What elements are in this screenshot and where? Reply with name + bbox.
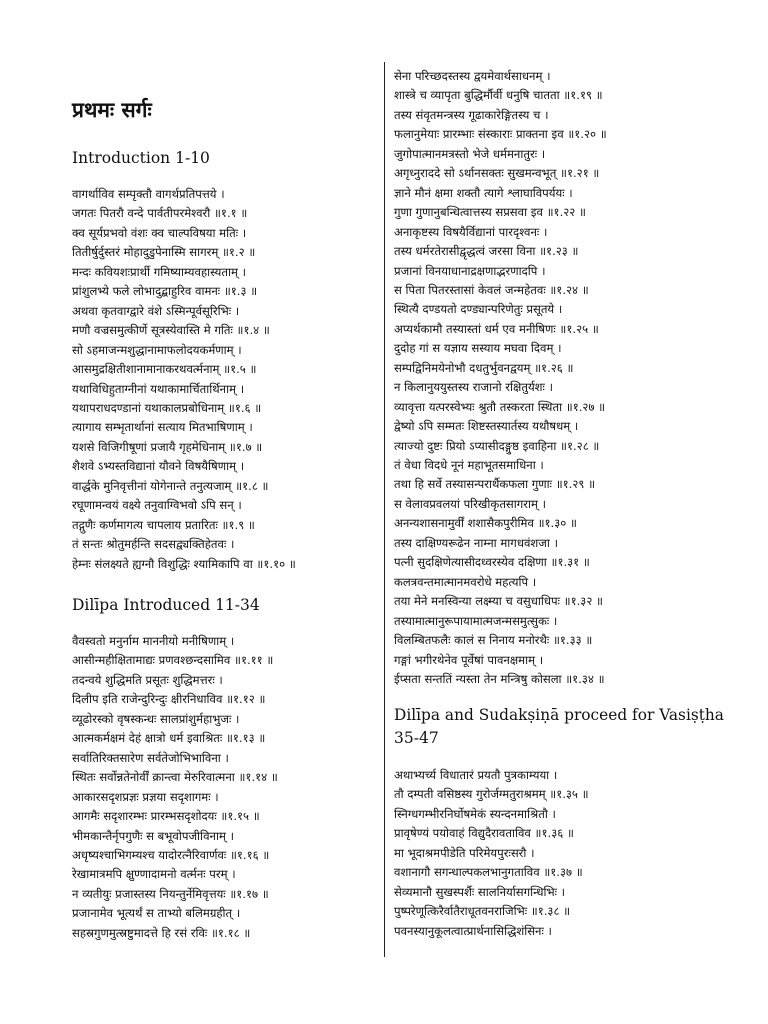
verse-line: तस्यामात्मानुरूपायामात्मजन्मसमुत्सुकः । [394,613,558,628]
verse-line: सेना परिच्छदस्तस्य द्वयमेवार्थसाधनम् । [394,69,551,83]
verse-line: पुष्परेणूत्किरैर्वातैराधूतवनराजिभिः ॥१.३८ ॥ [394,904,571,919]
verse-line: तौ दम्पती वसिष्ठस्य गुरोर्जग्मतुराश्रमम् ॥१.३५ ॥ [394,787,589,802]
verse-line: अथाभ्यर्च्य विधातारं प्रयतौ पुत्रकाम्यया । [394,768,558,782]
verse-line: विलम्बितफलैः कालं स निनाय मनोरथैः ॥१.३३ ॥ [394,633,593,648]
verse-line: अगृध्नुराददे सो ऽर्थानसक्तः सुखमन्वभूत् ॥१.२१ ॥ [394,166,600,181]
verse-line: तथा हि सर्वे तस्यासन्परार्थैकफला गुणाः ॥१.२९ ॥ [394,477,596,492]
verse-line: आगमैः सदृशारम्भः प्रारम्भसदृशोदयः ॥१.१५ ॥ [72,809,260,824]
verse-line: वैवस्वतो मनुर्नाम माननीयो मनीषिणाम् । [72,634,235,648]
verse-line: अधृष्यश्चाभिगम्यश्च यादोरत्नैरिवार्णवः ॥१.१६ ॥ [72,847,270,862]
verse-line: तं सन्तः श्रोतुमर्हन्ति सदसद्व्यक्तिहेतवः । [72,537,235,552]
verse-line: शैशवे ऽभ्यस्तविद्यानां यौवने विषयैषिणाम् । [72,459,245,474]
verse-line: गुणा गुणानुबन्धित्वात्तस्य सप्रसवा इव ॥१.२२ ॥ [394,205,586,220]
verse-line: पवनस्यानुकूलत्वात्प्रार्थनासिद्धिशंसिनः । [394,923,552,938]
verse-line: आत्मकर्मक्षमं देहं क्षात्रो धर्म इवाश्रितः ॥१.१३ ॥ [72,731,266,746]
verse-line: फलानुमेयाः प्रारम्भाः संस्काराः प्राक्तना इव ॥१.२० ॥ [394,127,607,142]
verse-line: मणौ वज्रसमुत्कीर्णे सूत्रस्येवास्ति मे गतिः ॥१.४ ॥ [72,323,270,338]
section-heading-proceed-for-vasistha-line2: 35-47 [394,729,439,747]
verse-line: प्रावृषेण्यं पयोवाहं विद्युदैरावताविव ॥१.३६ ॥ [394,826,574,841]
verse-line: ईप्सता सन्ततिं न्यस्ता तेन मन्त्रिषु कोसला ॥१.३४ ॥ [394,671,605,686]
verse-line: व्यूढोरस्को वृषस्कन्धः सालप्रांशुर्महाभुजः । [72,711,240,726]
verse-line: तितीर्षुर्दुस्तरं मोहादुडुपेनास्मि सागरम् ॥१.२ ॥ [72,245,256,260]
verse-line: प्रांशुलभ्ये फले लोभादुद्बाहुरिव वामनः ॥१.३ ॥ [72,284,258,299]
verse-line: दिलीप इति राजेन्दुरिन्दुः क्षीरनिधाविव ॥१.१२ ॥ [72,692,266,707]
verse-line: मा भूदाश्रमपीडेति परिमेयपुरःसरौ । [394,845,535,860]
verse-line: दुदोह गां स यज्ञाय सस्याय मघवा दिवम् । [394,341,562,356]
verse-line: तस्य धर्मरतेरासीद्वृद्धत्वं जरसा विना ॥१.२३ ॥ [394,244,579,259]
verse-line: रघूणामन्वयं वक्ष्ये तनुवाग्विभवो ऽपि सन् । [72,498,242,513]
verse-line: स पिता पितरस्तासां केवलं जन्महेतवः ॥१.२४ ॥ [394,282,589,297]
section-heading-dilipa-introduced: Dilīpa Introduced 11-34 [72,596,260,614]
verse-line: आसीन्महीक्षितामाद्यः प्रणवश्छन्दसामिव ॥१.११ ॥ [72,653,274,668]
verse-line: सर्वातिरिक्तसारेण सर्वतेजोभिभाविना । [72,750,229,765]
verse-line: यशसे विजिगीषूणां प्रजायै गृहमेधिनाम् ॥१.७ ॥ [72,439,263,454]
canto-title: प्रथमः सर्गः [72,97,152,122]
verse-line: यथाविधिहुताग्नीनां यथाकामार्चितार्थिनाम् । [72,381,245,396]
verse-line: स्थितः सर्वोन्नतेनोर्वीं क्रान्त्वा मेरुरिवात्मना ॥१.१४ ॥ [72,770,278,785]
verse-line: त्याज्यो दुष्टः प्रियो ऽप्यासीदङ्गुष्ठ इवाहिना ॥१.२८ ॥ [394,438,600,453]
verse-line: सेव्यमानौ सुखस्पर्शैः सालनिर्यासगन्धिभिः । [394,884,566,899]
column-divider [384,62,385,957]
verse-line: शास्त्रे च व्यापृता बुद्धिर्मौर्वी धनुषि चातता ॥१.१९ ॥ [394,88,603,103]
verse-line: तद्गुणैः कर्णमागत्य चापलाय प्रतारितः ॥१.९ ॥ [72,517,255,532]
verse-line: तं वेधा विदधे नूनं महाभूतसमाधिना । [394,458,544,472]
verse-line: भीमकान्तैर्नृपगुणैः स बभूवोपजीविनाम् । [72,828,234,843]
verse-line: जुगोपात्मानमत्रस्तो भेजे धर्ममनातुरः । [394,146,546,161]
section-heading-proceed-for-vasistha-line1: Dilīpa and Sudakṣiṇā proceed for Vasiṣṭha [394,706,724,724]
verse-line: जगतः पितरौ वन्दे पार्वतीपरमेश्वरौ ॥१.१ ॥ [72,206,248,221]
verse-line: पत्नी सुदक्षिणेत्यासीदध्वरस्येव दक्षिणा ॥१.३१ ॥ [394,555,590,570]
verse-line: प्रजानां विनयाधानाद्रक्षणाद्भरणादपि । [394,263,546,278]
verse-line: ज्ञाने मौनं क्षमा शक्तौ त्यागे श्लाघाविपर्ययः । [394,185,573,200]
verse-line: यथापराधदण्डानां यथाकालप्रबोधिनाम् ॥१.६ ॥ [72,400,262,415]
verse-line: वार्द्धके मुनिवृत्तीनां योगेनान्ते तनुत्यजाम् ॥१.८ ॥ [72,478,269,493]
verse-line: मन्दः कवियशःप्रार्थी गमिष्याम्यवहास्यताम् । [72,264,246,279]
verse-line: द्वेष्यो ऽपि सम्मतः शिष्टस्तस्यार्तस्य यथौषधम् । [394,419,579,434]
verse-line: रेखामात्रमपि क्षुण्णादामनो वर्त्मनः परम् । [72,867,236,882]
verse-line: तया मेने मनस्विन्या लक्ष्म्या च वसुधाधिपः ॥१.३२ ॥ [394,594,603,609]
verse-line: गङ्गां भगीरथेनेव पूर्वेषां पावनक्षमाम् । [394,652,544,667]
verse-line: स्थित्यै दण्डयतो दण्ड्यान्परिणेतुः प्रसूतये । [394,302,563,317]
verse-line: अप्यर्थकामौ तस्यास्तां धर्म एव मनीषिणः ॥१.२५ ॥ [394,321,599,336]
verse-line: व्यावृत्ता यत्परस्वेभ्यः श्रुतौ तस्करता स्थिता ॥१.२७ ॥ [394,399,606,414]
verse-line: आकारसदृशप्रज्ञः प्रज्ञया सदृशागमः । [72,789,219,804]
verse-line: अनन्यशासनामुर्वीं शशासैकपुरीमिव ॥१.३० ॥ [394,516,577,531]
verse-line: न किलानुययुस्तस्य राजानो रक्षितुर्यशः । [394,380,553,395]
verse-line: कलत्रवन्तमात्मानमवरोधे महत्यपि । [394,574,537,589]
verse-line: स्निग्धगम्भीरनिर्घोषमेकं स्यन्दनमाश्रितौ । [394,806,556,821]
verse-line: तदन्वये शुद्धिमति प्रसूतः शुद्धिमत्तरः । [72,672,223,687]
verse-line: वागर्थाविव सम्पृक्तौ वागर्थप्रतिपत्तये । [72,187,225,201]
verse-line: सो ऽहमाजन्मशुद्धानामाफलोदयकर्मणाम् । [72,342,242,357]
verse-line: त्यागाय सम्भृतार्थानां सत्याय मितभाषिणाम् । [72,420,253,435]
verse-line: न व्यतीयुः प्रजास्तस्य नियन्तुर्नेमिवृत्तयः ॥१.१७ ॥ [72,886,269,901]
verse-line: वशानागौ सगन्धाल्पकलभानुगताविव ॥१.३७ ॥ [394,865,583,880]
verse-line: अनाकृष्टस्य विषयैर्विद्यानां पारदृश्वनः । [394,224,548,239]
verse-line: आसमुद्रक्षितीशानामानाकरथवर्त्मनाम् ॥१.५ ॥ [72,362,257,377]
verse-line: तस्य दाक्षिण्यरूढेन नाम्ना मागधवंशजा । [394,535,558,550]
verse-line: तस्य संवृतमन्त्रस्य गूढाकारेङ्गितस्य च । [394,107,549,122]
verse-line: सहस्रगुणमुत्स्रष्टुमादत्ते हि रसं रविः ॥१.१८ ॥ [72,925,251,940]
verse-line: क्व सूर्यप्रभवो वंशः क्व चाल्पविषया मतिः । [72,225,247,240]
verse-line: स वेलावप्रवलयां परिखीकृतसागराम् । [394,496,547,511]
verse-line: हेम्नः संलक्ष्यते ह्यग्नौ विशुद्धिः श्यामिकापि वा ॥१.१० ॥ [72,556,296,571]
section-heading-introduction: Introduction 1-10 [72,149,210,167]
verse-line: सम्पद्विनिमयेनोभौ दधतुर्भुवनद्वयम् ॥१.२६ ॥ [394,360,574,375]
verse-line: अथवा कृतवाग्द्वारे वंशे ऽस्मिन्पूर्वसूरिभिः । [72,303,240,318]
verse-line: प्रजानामेव भूत्यर्थं स ताभ्यो बलिमग्रहीत् । [72,906,241,921]
